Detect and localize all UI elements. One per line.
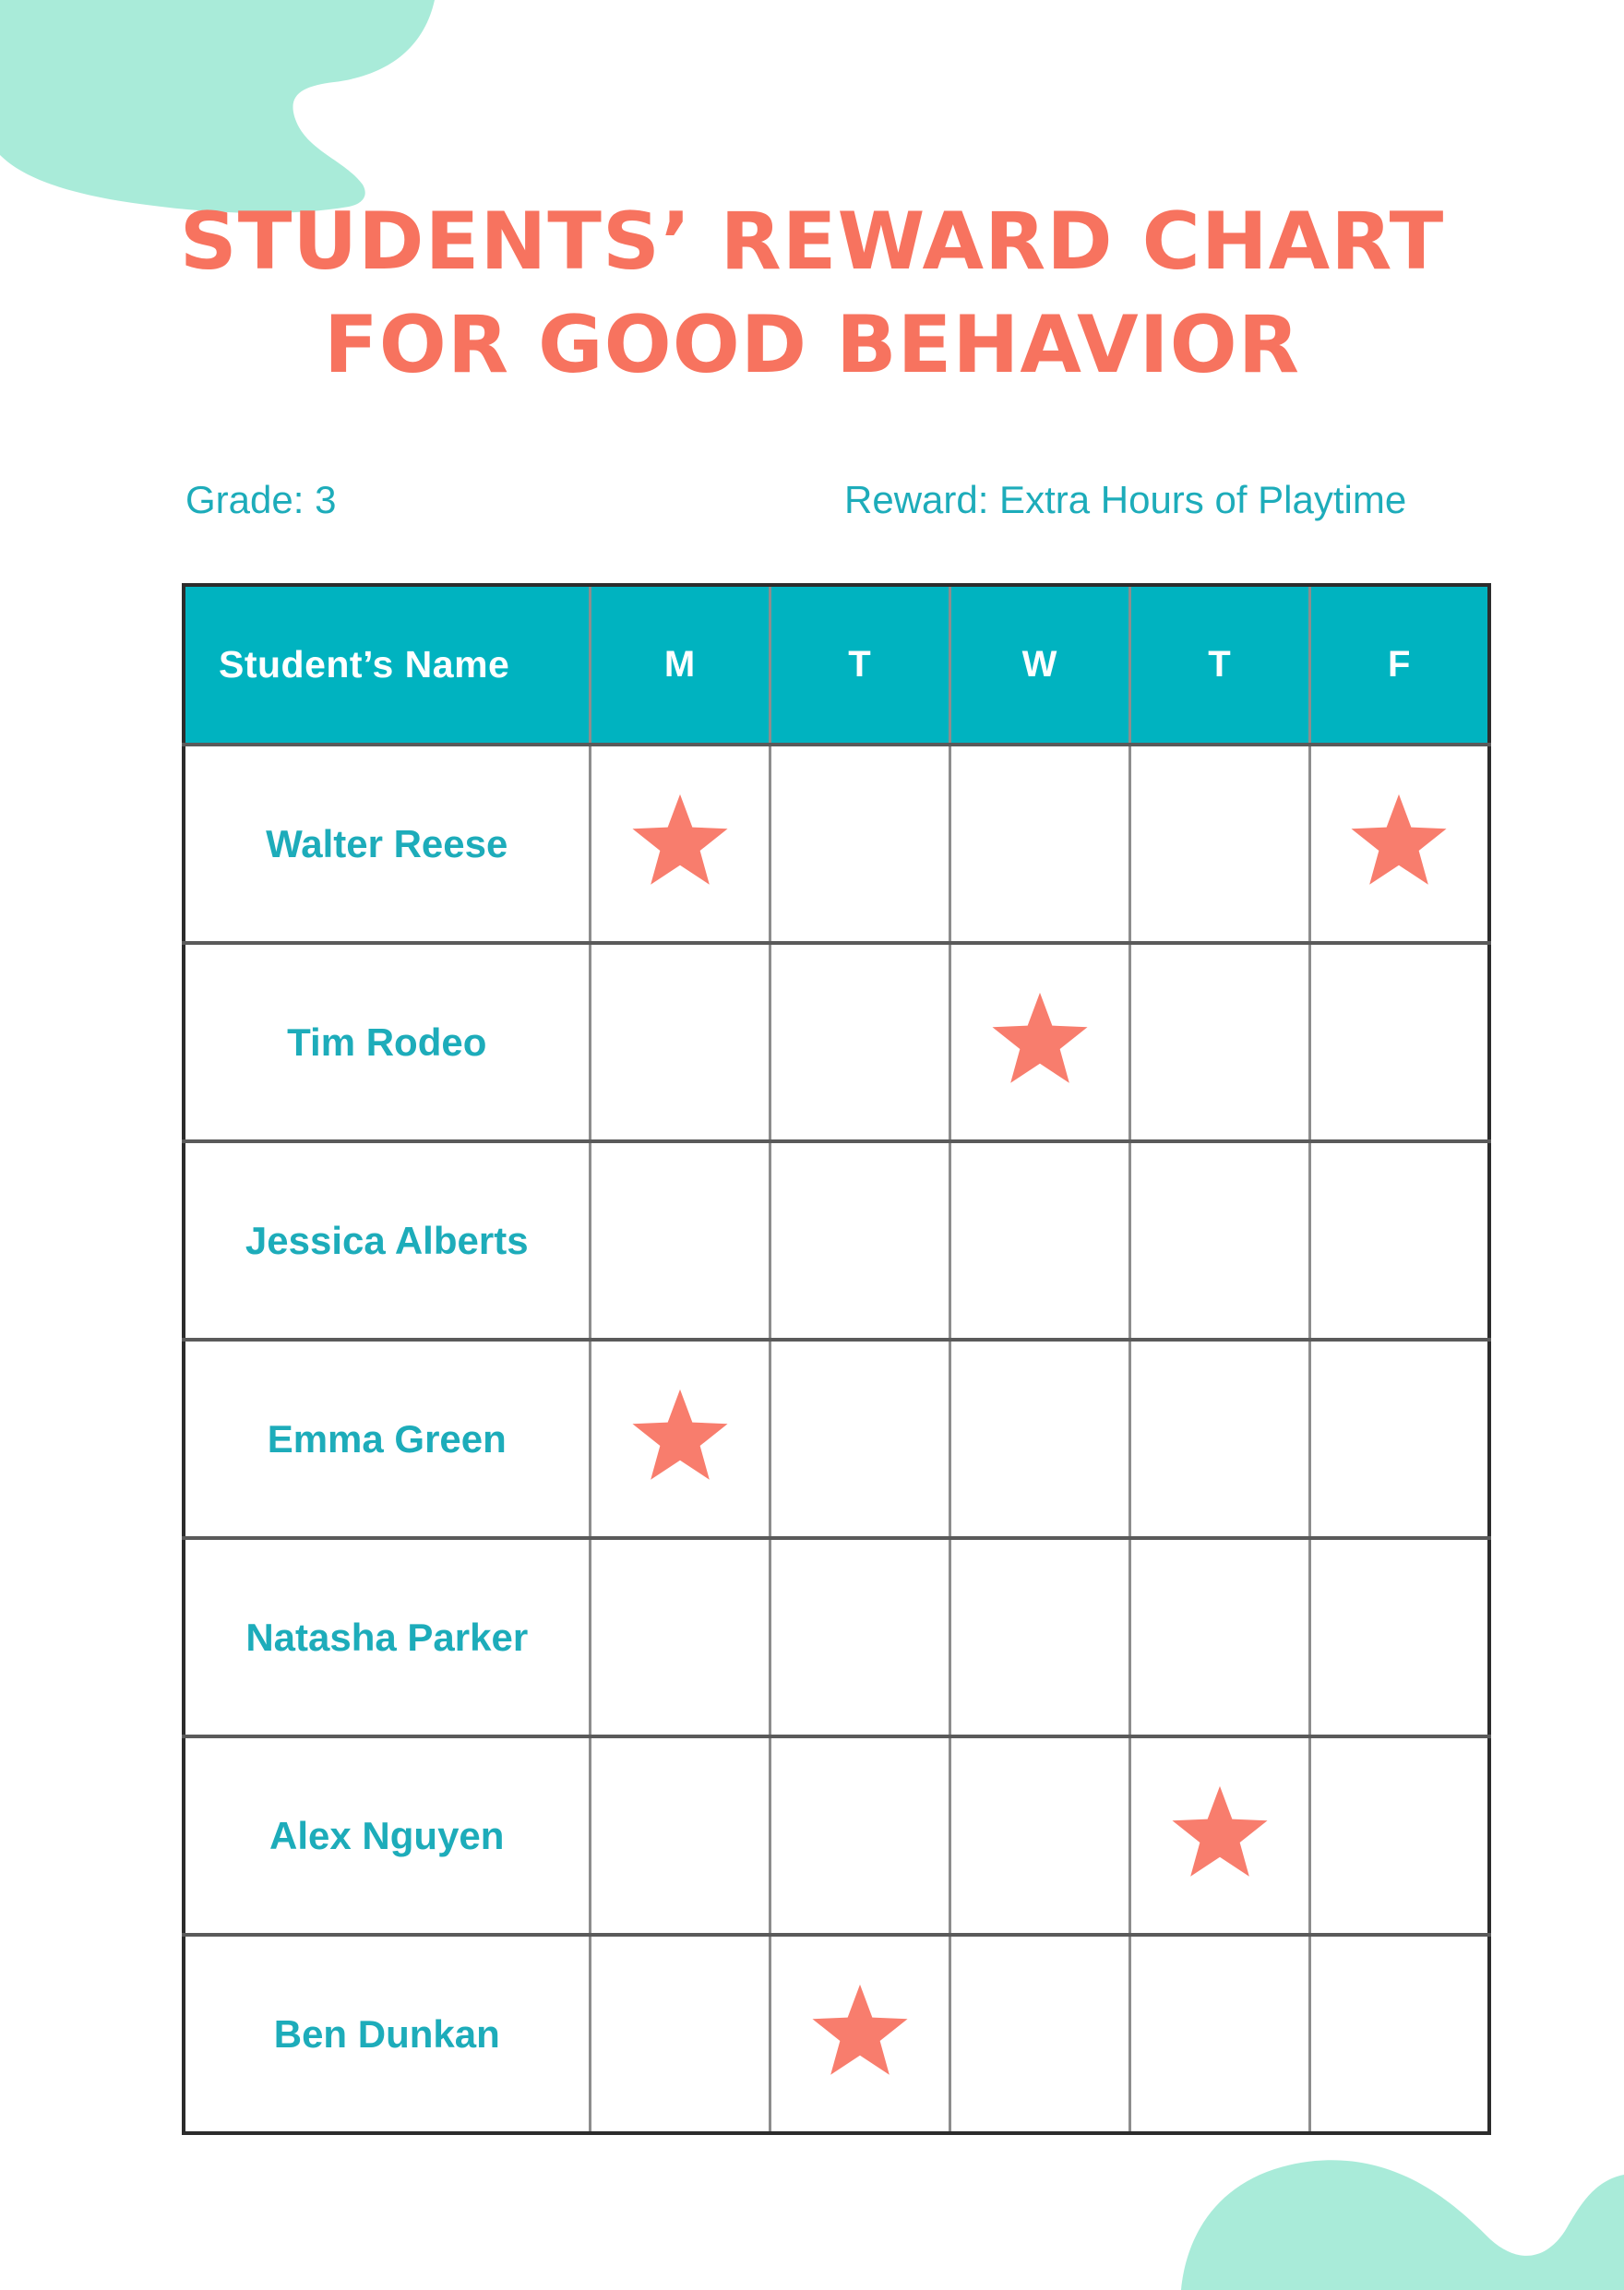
page-title <box>0 190 1624 397</box>
day-cell[interactable] <box>590 1736 770 1935</box>
day-cell[interactable] <box>770 745 949 943</box>
star-icon <box>807 1983 913 2086</box>
student-name: Walter Reese <box>266 821 508 865</box>
day-cell[interactable] <box>590 1141 770 1340</box>
star-icon <box>627 1388 733 1491</box>
day-cell[interactable] <box>770 943 949 1141</box>
day-cell[interactable] <box>1129 1736 1309 1935</box>
day-cell[interactable] <box>949 1736 1129 1935</box>
column-header-tuesday: T <box>770 585 949 745</box>
day-cell[interactable] <box>590 1340 770 1538</box>
student-name: Tim Rodeo <box>287 1020 487 1064</box>
table-row <box>184 1340 1489 1538</box>
student-name: Alex Nguyen <box>269 1813 505 1857</box>
day-cell[interactable] <box>1129 745 1309 943</box>
page-title-line-2: FOR GOOD BEHAVIOR <box>323 299 1301 391</box>
day-cell[interactable] <box>1129 943 1309 1141</box>
student-name: Jessica Alberts <box>245 1218 529 1262</box>
table-row <box>184 943 1489 1141</box>
column-header-monday: M <box>590 585 770 745</box>
student-name: Emma Green <box>267 1416 507 1461</box>
day-cell[interactable] <box>770 1141 949 1340</box>
day-cell[interactable] <box>590 1935 770 2133</box>
decorative-blob-bottom-right <box>1163 2133 1624 2290</box>
decorative-blob-top-left <box>0 0 443 221</box>
day-cell[interactable] <box>949 745 1129 943</box>
reward-table <box>182 583 1491 2135</box>
day-cell[interactable] <box>1309 1141 1489 1340</box>
star-icon <box>627 793 733 896</box>
table-row <box>184 745 1489 943</box>
table-row <box>184 1736 1489 1935</box>
column-header-friday: F <box>1309 585 1489 745</box>
day-cell[interactable] <box>590 943 770 1141</box>
day-cell[interactable] <box>1309 1538 1489 1736</box>
day-cell[interactable] <box>949 1340 1129 1538</box>
column-header-wednesday: W <box>949 585 1129 745</box>
day-cell[interactable] <box>770 1736 949 1935</box>
day-cell[interactable] <box>949 1141 1129 1340</box>
day-cell[interactable] <box>1309 943 1489 1141</box>
day-cell[interactable] <box>1129 1935 1309 2133</box>
star-icon <box>1167 1784 1272 1888</box>
student-name: Ben Dunkan <box>273 2011 500 2056</box>
table-row <box>184 1141 1489 1340</box>
day-cell[interactable] <box>1309 745 1489 943</box>
day-cell[interactable] <box>1309 1935 1489 2133</box>
table-header-row <box>184 585 1489 745</box>
day-cell[interactable] <box>770 1935 949 2133</box>
day-cell[interactable] <box>590 1538 770 1736</box>
day-cell[interactable] <box>1309 1736 1489 1935</box>
day-cell[interactable] <box>949 1538 1129 1736</box>
table-row <box>184 1935 1489 2133</box>
day-cell[interactable] <box>1309 1340 1489 1538</box>
page-title-line-1: STUDENTS’ REWARD CHART <box>179 196 1445 288</box>
star-icon <box>987 991 1093 1094</box>
reward-label: Reward: Extra Hours of Playtime <box>844 478 1407 521</box>
chart-meta <box>182 478 1488 526</box>
grade-label: Grade: 3 <box>185 478 337 521</box>
day-cell[interactable] <box>770 1538 949 1736</box>
day-cell[interactable] <box>949 1935 1129 2133</box>
day-cell[interactable] <box>1129 1340 1309 1538</box>
day-cell[interactable] <box>949 943 1129 1141</box>
day-cell[interactable] <box>590 745 770 943</box>
student-name: Natasha Parker <box>245 1615 529 1659</box>
day-cell[interactable] <box>1129 1538 1309 1736</box>
day-cell[interactable] <box>770 1340 949 1538</box>
star-icon <box>1346 793 1451 896</box>
table-row <box>184 1538 1489 1736</box>
day-cell[interactable] <box>1129 1141 1309 1340</box>
column-header-student-name: Student’s Name <box>184 585 590 745</box>
column-header-thursday: T <box>1129 585 1309 745</box>
